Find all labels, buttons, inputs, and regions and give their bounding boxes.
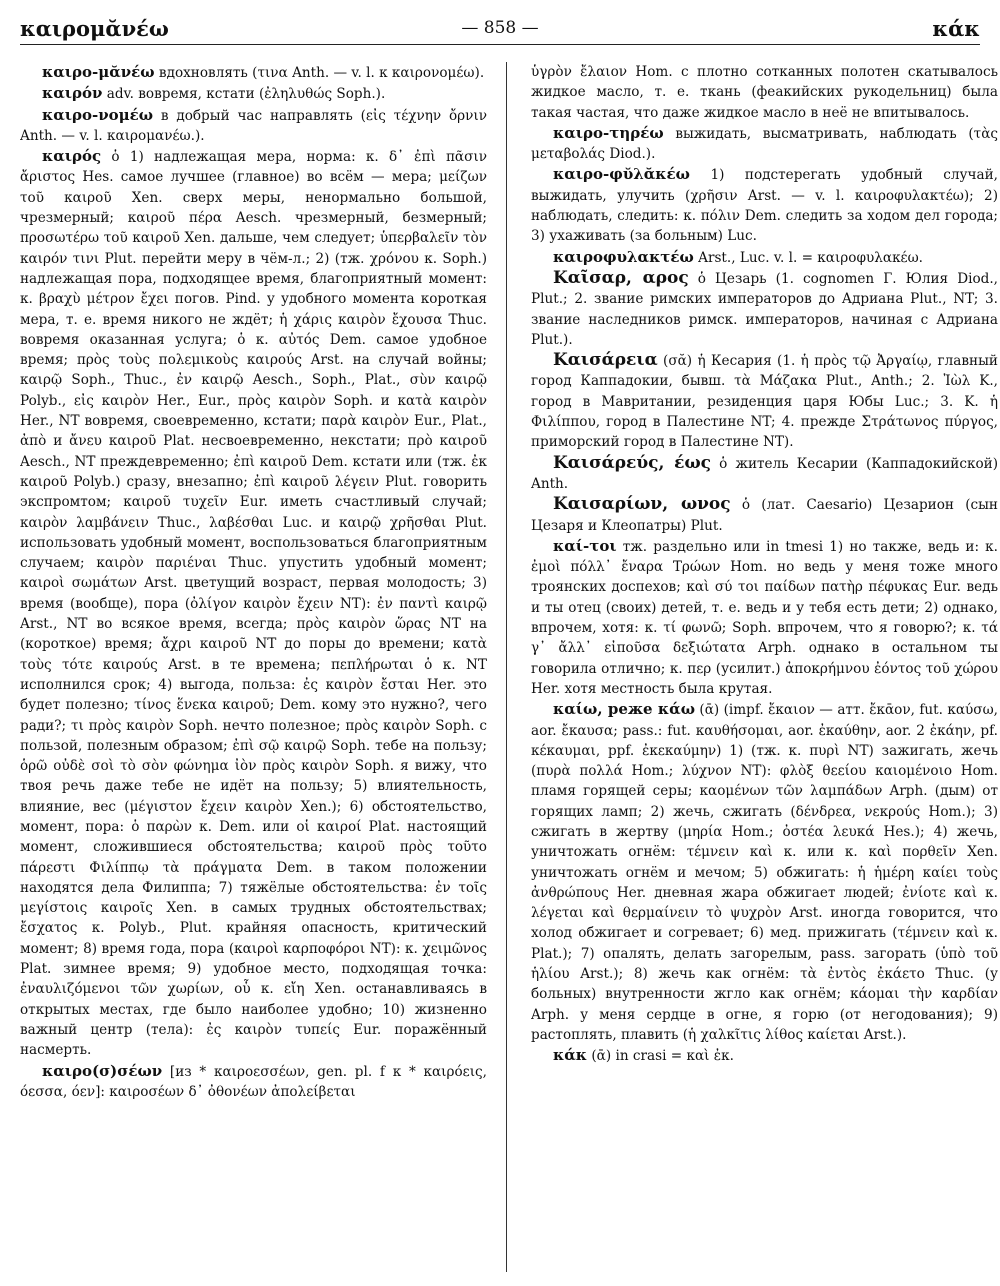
page-number: — 858 — (461, 18, 539, 38)
entry-headword: καιρο(σ)σέων (42, 1061, 163, 1080)
entry-headword: καιροφυλακτέω (553, 247, 694, 266)
entry-definition: [из * καιροεσσέων, gen. pl. f к * καιρόεις, όεσσα, όεν]: καιροσέων δ᾿ ὀθονέων ἀπολείβεται (20, 1063, 487, 1100)
left-column (20, 62, 487, 1274)
dictionary-entry (20, 1061, 487, 1103)
entry-headword: Καισαρίων, ωνος (553, 494, 731, 515)
entry-headword: καιρόν (42, 84, 103, 103)
entry-headword: Καισάρεύς, έως (553, 452, 712, 473)
entry-headword: καί-τοι (553, 536, 617, 555)
entry-headword: καίω, реже κάω (553, 700, 695, 719)
entry-headword: καιρός (42, 147, 102, 166)
dictionary-entry (531, 699, 998, 1045)
dictionary-entry (531, 268, 998, 350)
right-column (531, 62, 998, 1274)
dictionary-entry (531, 123, 998, 165)
dictionary-entry (20, 146, 487, 1060)
entry-definition: (σᾰ) ἡ Кесария (1. ἡ πρὸς τῷ Ἀργαίῳ, главный город Каппадокии, бывш. τὰ Μάζακα Plut., Anth.; 2. Ἰὼλ Κ., город в Мавритании, резиденция царя Юбы Luc.; 3. Κ. ἡ Φιλίππου, город в Палестине NT; 4. прежде Στράτωνος πύργος, приморский город в Палестине NT). (531, 353, 998, 451)
entry-headword: καιρο-φῠλᾰκέω (553, 165, 690, 184)
dictionary-entry (531, 494, 998, 536)
entry-definition: Arst., Luc. v. l. = καιροφυλακέω. (698, 249, 924, 266)
entry-definition: ὁ (лат. Caesario) Цезарион (сын Цезаря и Клеопатры) Plut. (531, 497, 998, 534)
dictionary-entry (531, 453, 998, 495)
dictionary-entry (20, 62, 487, 83)
entry-definition: ὁ житель Кесарии (Каппадокийской) Anth. (531, 455, 998, 492)
dictionary-entry (20, 83, 487, 104)
entry-definition: ὁ Цезарь (1. cognomen Г. Юлия Diod., Plut.; 2. звание римских императоров до Адриана Plut., NT; 3. звание наследников римск. императоров, начиная с Адриана Plut.). (531, 270, 998, 348)
dictionary-entry (531, 1045, 998, 1066)
running-head (20, 14, 980, 45)
entry-headword: Καῖσαρ, αρος (553, 267, 689, 288)
entry-definition: вдохновлять (τινα Anth. — v. l. к καιρονομέω). (158, 65, 485, 81)
entry-headword: κάκ (553, 1046, 588, 1065)
entry-headword: καιρο-νομέω (42, 105, 154, 124)
entry-headword: καιρο-τηρέω (553, 123, 664, 142)
entry-definition: (ᾱ) in crasi = καὶ ἐκ. (591, 1048, 734, 1065)
dictionary-entry (531, 536, 998, 699)
entry-definition: выжидать, высматривать, наблюдать (τὰς μεταβολάς Diod.). (531, 125, 998, 163)
entry-definition: (ᾱ) (impf. ἔκαιον — атт. ἔκᾱον, fut. καύσω, aor. ἔκαυσα; pass.: fut. καυθήσομαι, aor. ἐκαύθην, aor. 2 ἐκάην, pf. κέκαυμαι, ppf. ἐκεκαύμην) 1) (тж. κ. πυρὶ NT) зажигать, жечь (πυρὰ πολλά Hom.; λύχνον NT): φλὸξ θεείου καιομένοιο Hom. пламя горящей серы; καομένων τῶν λαμπάδων Arph. (дым) от горящих ламп; 2) жечь, сжигать (δένδρεα, νεκρούς Hom.); 3) сжигать в жертву (μηρία Hom.; ὀστέα λευκά Hes.); 4) жечь, уничтожать огнём: τέμνειν καὶ κ. или κ. καὶ πορθεῖν Xen. уничтожать огнём и мечом; 5) обжигать: ἡ ἡμέρη καίει τοὺς ἀνθρώπους Her. дневная жара обжигает людей; ἐνίοτε καὶ κ. λέγεται καὶ θερμαίνειν τὸ ψυχρὸν Arst. иногда говорится, что холод обжигает и согревает; 6) мед. прижигать (τέμνειν καὶ κ. Plat.); 7) опалять, делать загорелым, pass. загорать (ὑπὸ τοῦ ἡλίου Arst.); 8) жечь как огнём: τὰ ἐντὸς ἐκάετο Thuc. (у больных) внутренности жгло как огнём; κάομαι τὴν καρδίαν Arph. у меня сердце в огне, я горю (от негодования); 9) растоплять, плавить (ἡ χαλκῖτις λίθος καίεται Arst.). (531, 702, 998, 1043)
dictionary-entry (20, 105, 487, 147)
entry-definition: adv. вовремя, кстати (ἐληλυθώς Soph.). (106, 86, 386, 103)
header-right-word: κάκ (932, 16, 980, 41)
dictionary-entry (531, 350, 998, 452)
dictionary-entry (531, 164, 998, 246)
entry-headword: καιρο-μᾰνέω (42, 63, 155, 81)
entry-headword: Καισάρεια (553, 350, 658, 371)
entry-definition: ὑγρὸν ἔλαιον Hom. с плотно сотканных полотен скатывалось жидкое масло, т. е. ткань (феакийских рукодельниц) была такая частая, что даже жидкое масло в неё не впитывалось. (531, 64, 998, 121)
entry-continuation (531, 62, 998, 123)
column-divider (506, 62, 507, 1272)
entry-definition: 1) подстерегать удобный случай, выжидать, улучить (χρῆσιν Arst. — v. l. καιροφυλακτέω); 2) наблюдать, следить: κ. πόλιν Dem. следить за ходом дел города; 3) ухаживать (за больным) Luc. (531, 167, 998, 245)
entry-definition: ὁ 1) надлежащая мера, норма: κ. δ᾿ ἐπὶ πᾶσιν ἄριστος Hes. самое лучшее (главное) во всём — мера; μείζων τοῦ καιροῦ Xen. сверх меры, ненормально большой, чрезмерный; καιροῦ πέρα Aesch. чрезмерный, безмерный; προσωτέρω τοῦ καιροῦ Xen. дальше, чем следует; ὑπερβαλεῖν τὸν καιρόν τινι Plut. перейти меру в чём-л.; 2) (тж. χρόνου κ. Soph.) надлежащая пора, подходящее время, благоприятный момент: κ. βραχὺ μέτρον ἔχει погов. Pind. у удобного момента короткая мера, т. е. время никого не ждёт; ἡ χάρις καιρὸν ἔχουσα Thuc. вовремя оказанная услуга; ὁ κ. αὐτός Dem. самое удобное время; πρὸς τοὺς πολεμικοὺς καιρούς Arst. на случай войны; καιρῷ Soph., Thuc., ἐν καιρῷ Aesch., Soph., Plat., σὺν καιρῷ Polyb., εἰς καιρὸν Her., Eur., πρὸς καιρὸν Soph. и κατὰ καιρὸν Her., NT вовремя, своевременно, кстати; παρὰ καιρὸν Eur., Plat., ἀπὸ и ἄνευ καιροῦ Plat. несвоевременно, некстати; πρὸ καιροῦ Aesch., NT преждевременно; ἐπὶ καιροῦ Dem. кстати или (тж. ἐκ καιροῦ Polyb.) сразу, внезапно; ἐπὶ καιροῦ λέγειν Plut. говорить экспромтом; καιροῦ τυχεῖν Eur. иметь счастливый случай; καιρὸν λαμβάνειν Thuc., λαβέσθαι Luc. и καιρῷ χρῆσθαι Plut. использовать удобный момент, воспользоваться благоприятным случаем; καιρὸν παριέναι Thuc. упустить удобный момент; καιροὶ σωμάτων Arst. цветущий возраст, первая молодость; 3) время (вообще), пора (ὀλίγον καιρὸν ἔχειν NT): ἐν παντὶ καιρῷ Arst., NT во всякое время, всегда; πρὸς καιρὸν ὥρας NT на (короткое) время; ἄχρι καιροῦ NT до поры до времени; κατὰ τοὺς τότε καιρούς Arst. в те времена; πεπλήρωται ὁ κ. NT исполнился срок; 4) выгода, польза: ἐς καιρὸν ἔσται Her. это будет полезно; τίνος ἕνεκα καιροῦ; Dem. кому это нужно?, чего ради?; τι πρὸς καιρὸν Soph. нечто полезное; πρὸς καιρὸν Soph. с пользой, полезным образом; ἐπὶ σῷ καιρῷ Soph. тебе на пользу; ὁρῶ οὐδὲ σοὶ τὸ σὸν φώνημα ἰὸν πρὸς καιρὸν Soph. я вижу, что твоя речь даже тебе не идёт на пользу; 5) влиятельность, влияние, вес (μέγιστον ἔχειν καιρὸν Xen.); 6) обстоятельство, момент, пора: ὁ παρὼν κ. Dem. или οἱ καιροί Plat. настоящий момент, сложившиеся обстоятельства; καιροῦ πρὸς τοῦτο πάρεστι Φιλίππῳ τὰ πράγματα Dem. в таком положении находятся дела Филиппа; 7) тяжёлые обстоятельства: ἐν τοῖς μεγίστοις καιροῖς Xen. в самых трудных обстоятельствах; ἔσχατος κ. Polyb., Plut. крайняя опасность, критический момент; 8) время года, пора (καιροὶ καρποφόροι NT): κ. χειμῶνος Plat. зимнее время; 9) удобное место, подходящая точка: ἐναυλιζόμενοι τῶν χωρίων, οὗ κ. εἴη Xen. останавливаясь в открытых местах, где было наиболее удобно; 10) жизненно важный центр (тела): ἐς καιρὸν τυπείς Eur. поражённый насмерть. (20, 149, 487, 1059)
header-left-word: καιρομᾰνέω (20, 16, 169, 41)
dictionary-entry (531, 247, 998, 268)
entry-definition: тж. раздельно или in tmesi 1) но также, ведь и: κ. ἐμοὶ πόλλ᾿ ἔναρα Τρώων Hom. но ведь у меня тоже много троянских доспехов; καὶ σύ τοι παίδων πατὴρ πέφυκας Eur. ведь и ты отец (своих) детей, т. е. ведь и у тебя есть дети; 2) однако, впрочем, хотя: κ. τί φωνῶ; Soph. впрочем, что я говорю?; κ. τά γ᾿ ἄλλ᾿ εἰποῦσα δεξιώτατα Arph. однако в остальном ты говорила отлично; κ. περ (усилит.) ἀποκρήμνου ἐόντος τοῦ χώρου Her. хотя местность была крутая. (531, 538, 998, 697)
entry-definition: в добрый час направлять (εἰς τέχνην ὄρνιν Anth. — v. l. καιρομανέω.). (20, 107, 487, 144)
